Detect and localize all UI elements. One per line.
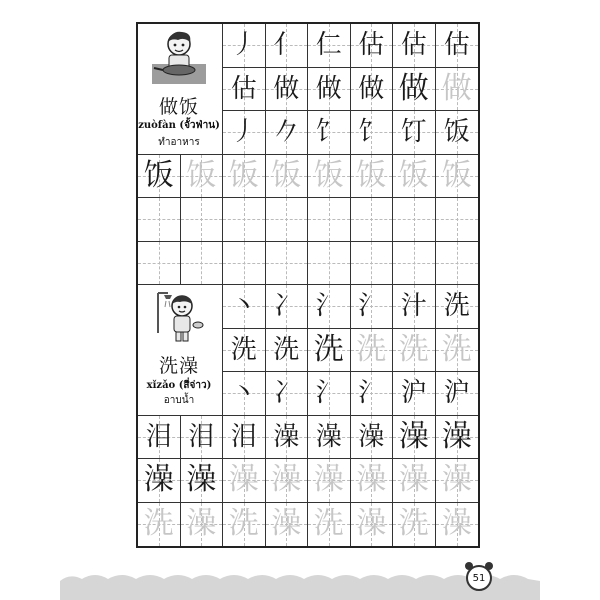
grid-cell [393,198,436,242]
grid-cell [223,329,266,373]
grid-cell [266,503,309,547]
guide-line [351,263,393,264]
practice-character: 氵 [315,291,342,322]
lesson-word: 洗澡 [158,355,199,377]
practice-character: 澡 [441,418,472,454]
grid-cell [308,503,351,547]
guide-line [308,219,350,220]
practice-character: 沪 [400,378,427,409]
grid-cell [308,285,351,329]
guide-line [436,263,479,264]
practice-character: 饭 [186,157,217,193]
grid-cell [436,416,479,460]
practice-character: 冫 [273,291,300,322]
grid-cell [223,24,266,68]
lesson-pinyin: xǐzǎo (สี่จ่าว) [146,380,212,391]
grid-cell [308,111,351,155]
guide-line [181,263,223,264]
footer-wave [0,565,600,600]
grid-cell [351,24,394,68]
practice-character: 洗 [356,331,387,367]
grid-cell [181,155,224,199]
grid-cell [266,329,309,373]
grid-cell [266,111,309,155]
practice-character: 估 [443,30,470,61]
grid-cell [351,111,394,155]
practice-character: 澡 [271,462,302,498]
guide-line [393,219,435,220]
lesson-thai-meaning: ทำอาหาร [158,137,200,148]
practice-character: 洗 [313,331,344,367]
practice-character: 洗 [230,334,257,365]
grid-cell [393,372,436,416]
practice-character: 洗 [398,331,429,367]
grid-cell [436,111,479,155]
practice-character: 仁 [315,30,342,61]
grid-cell [266,459,309,503]
grid-cell [393,416,436,460]
grid-cell [308,242,351,286]
practice-character: 洗 [443,291,470,322]
grid-cell [436,242,479,286]
grid-cell [223,198,266,242]
practice-character: 洗 [398,506,429,542]
grid-cell [266,285,309,329]
practice-character: 丿 [230,117,257,148]
guide-line [138,263,180,264]
practice-character: 丶 [230,291,257,322]
practice-character: 澡 [313,462,344,498]
practice-character: 澡 [441,506,472,542]
practice-character: 澡 [315,421,342,452]
practice-character: 澡 [398,462,429,498]
practice-character: 澡 [186,462,217,498]
grid-cell [266,68,309,112]
lesson-thai-meaning: อาบน้ำ [163,395,195,406]
grid-cell [436,459,479,503]
guide-line [223,263,265,264]
grid-cell [308,329,351,373]
practice-character: 冫 [273,378,300,409]
practice-character: 估 [230,73,257,104]
grid-cell [223,372,266,416]
grid-cell [308,372,351,416]
guide-line [393,263,435,264]
practice-character: 做 [273,73,300,104]
grid-cell [138,242,181,286]
practice-character: 𠂊 [273,117,300,148]
boy-cooking-illustration [150,28,208,86]
guide-line [266,263,308,264]
guide-line [266,219,308,220]
page-number-badge [466,565,492,591]
grid-cell [393,503,436,547]
grid-cell [393,68,436,112]
grid-cell [308,68,351,112]
grid-cell [393,111,436,155]
guide-line [351,219,393,220]
practice-character: 做 [441,70,472,106]
grid-cell [308,459,351,503]
guide-line [223,219,265,220]
practice-character: 丿 [230,30,257,61]
lesson-pinyin: zuòfàn (จั้วฟ่าน) [138,120,220,131]
practice-character: 饭 [441,157,472,193]
practice-character: 氵 [358,291,385,322]
grid-cell [223,68,266,112]
grid-cell [351,285,394,329]
practice-character: 澡 [441,462,472,498]
grid-cell [351,459,394,503]
grid-cell [393,155,436,199]
grid-cell [266,242,309,286]
practice-character: 饭 [313,157,344,193]
practice-character: 泪 [230,421,257,452]
practice-character: 洗 [313,506,344,542]
grid-cell [308,24,351,68]
practice-character: 澡 [228,462,259,498]
grid-cell [181,416,224,460]
practice-character: 饭 [398,157,429,193]
grid-cell [393,459,436,503]
grid-cell [223,459,266,503]
grid-cell [393,242,436,286]
practice-character: 澡 [271,506,302,542]
grid-cell [393,329,436,373]
practice-character: 做 [398,70,429,106]
grid-cell [436,285,479,329]
lesson-label-2 [136,285,222,412]
grid-cell [138,198,181,242]
practice-character: 估 [400,30,427,61]
grid-cell [393,285,436,329]
practice-character: 做 [358,73,385,104]
practice-character: 氵 [358,378,385,409]
grid-cell [181,242,224,286]
grid-cell [266,416,309,460]
grid-cell [138,503,181,547]
grid-cell [223,503,266,547]
grid-cell [351,198,394,242]
grid-cell [181,198,224,242]
grid-cell [308,198,351,242]
practice-character: 饣 [358,117,385,148]
grid-cell [436,329,479,373]
practice-character: 汁 [400,291,427,322]
practice-character: 饭 [228,157,259,193]
lesson-word: 做饭 [158,96,199,118]
practice-character: 泪 [188,421,215,452]
grid-cell [436,24,479,68]
grid-cell [266,24,309,68]
practice-character: 洗 [143,506,174,542]
grid-cell [223,242,266,286]
practice-character: 澡 [358,421,385,452]
practice-character: 亻 [273,30,300,61]
guide-line [436,219,479,220]
grid-cell [436,68,479,112]
grid-cell [436,503,479,547]
grid-cell [138,416,181,460]
practice-character: 沪 [443,378,470,409]
practice-character: 丶 [230,378,257,409]
practice-character: 澡 [356,462,387,498]
grid-cell [436,372,479,416]
grid-cell [223,111,266,155]
practice-character: 估 [358,30,385,61]
grid-cell [223,155,266,199]
practice-character: 澡 [143,462,174,498]
practice-character: 饭 [271,157,302,193]
practice-character: 洗 [228,506,259,542]
practice-character: 泪 [145,421,172,452]
practice-character: 澡 [398,418,429,454]
grid-cell [436,155,479,199]
grid-cell [308,155,351,199]
practice-character: 洗 [441,331,472,367]
practice-character: 澡 [186,506,217,542]
practice-character: 饭 [443,117,470,148]
grid-cell [266,198,309,242]
lesson-label-1 [136,22,222,157]
grid-cell [223,285,266,329]
practice-character: 饣 [315,117,342,148]
practice-character: 饤 [400,117,427,148]
grid-cell [351,503,394,547]
grid-cell [351,372,394,416]
practice-character: 氵 [315,378,342,409]
grid-cell [308,416,351,460]
guide-line [181,219,223,220]
grid-cell [351,242,394,286]
grid-cell [351,68,394,112]
grid-cell [351,155,394,199]
boy-showering-illustration [150,289,208,347]
grid-cell [266,372,309,416]
grid-cell [351,329,394,373]
practice-character: 做 [315,73,342,104]
practice-character: 澡 [356,506,387,542]
practice-character: 饭 [356,157,387,193]
grid-cell [138,459,181,503]
page-number: 51 [466,565,492,591]
practice-character: 澡 [273,421,300,452]
grid-cell [181,459,224,503]
grid-cell [351,416,394,460]
grid-cell [436,198,479,242]
grid-cell [181,503,224,547]
grid-cell [138,155,181,199]
grid-cell [266,155,309,199]
grid-cell [223,416,266,460]
grid-cell [393,24,436,68]
practice-character: 洗 [273,334,300,365]
practice-character: 饭 [143,157,174,193]
guide-line [138,219,180,220]
guide-line [308,263,350,264]
